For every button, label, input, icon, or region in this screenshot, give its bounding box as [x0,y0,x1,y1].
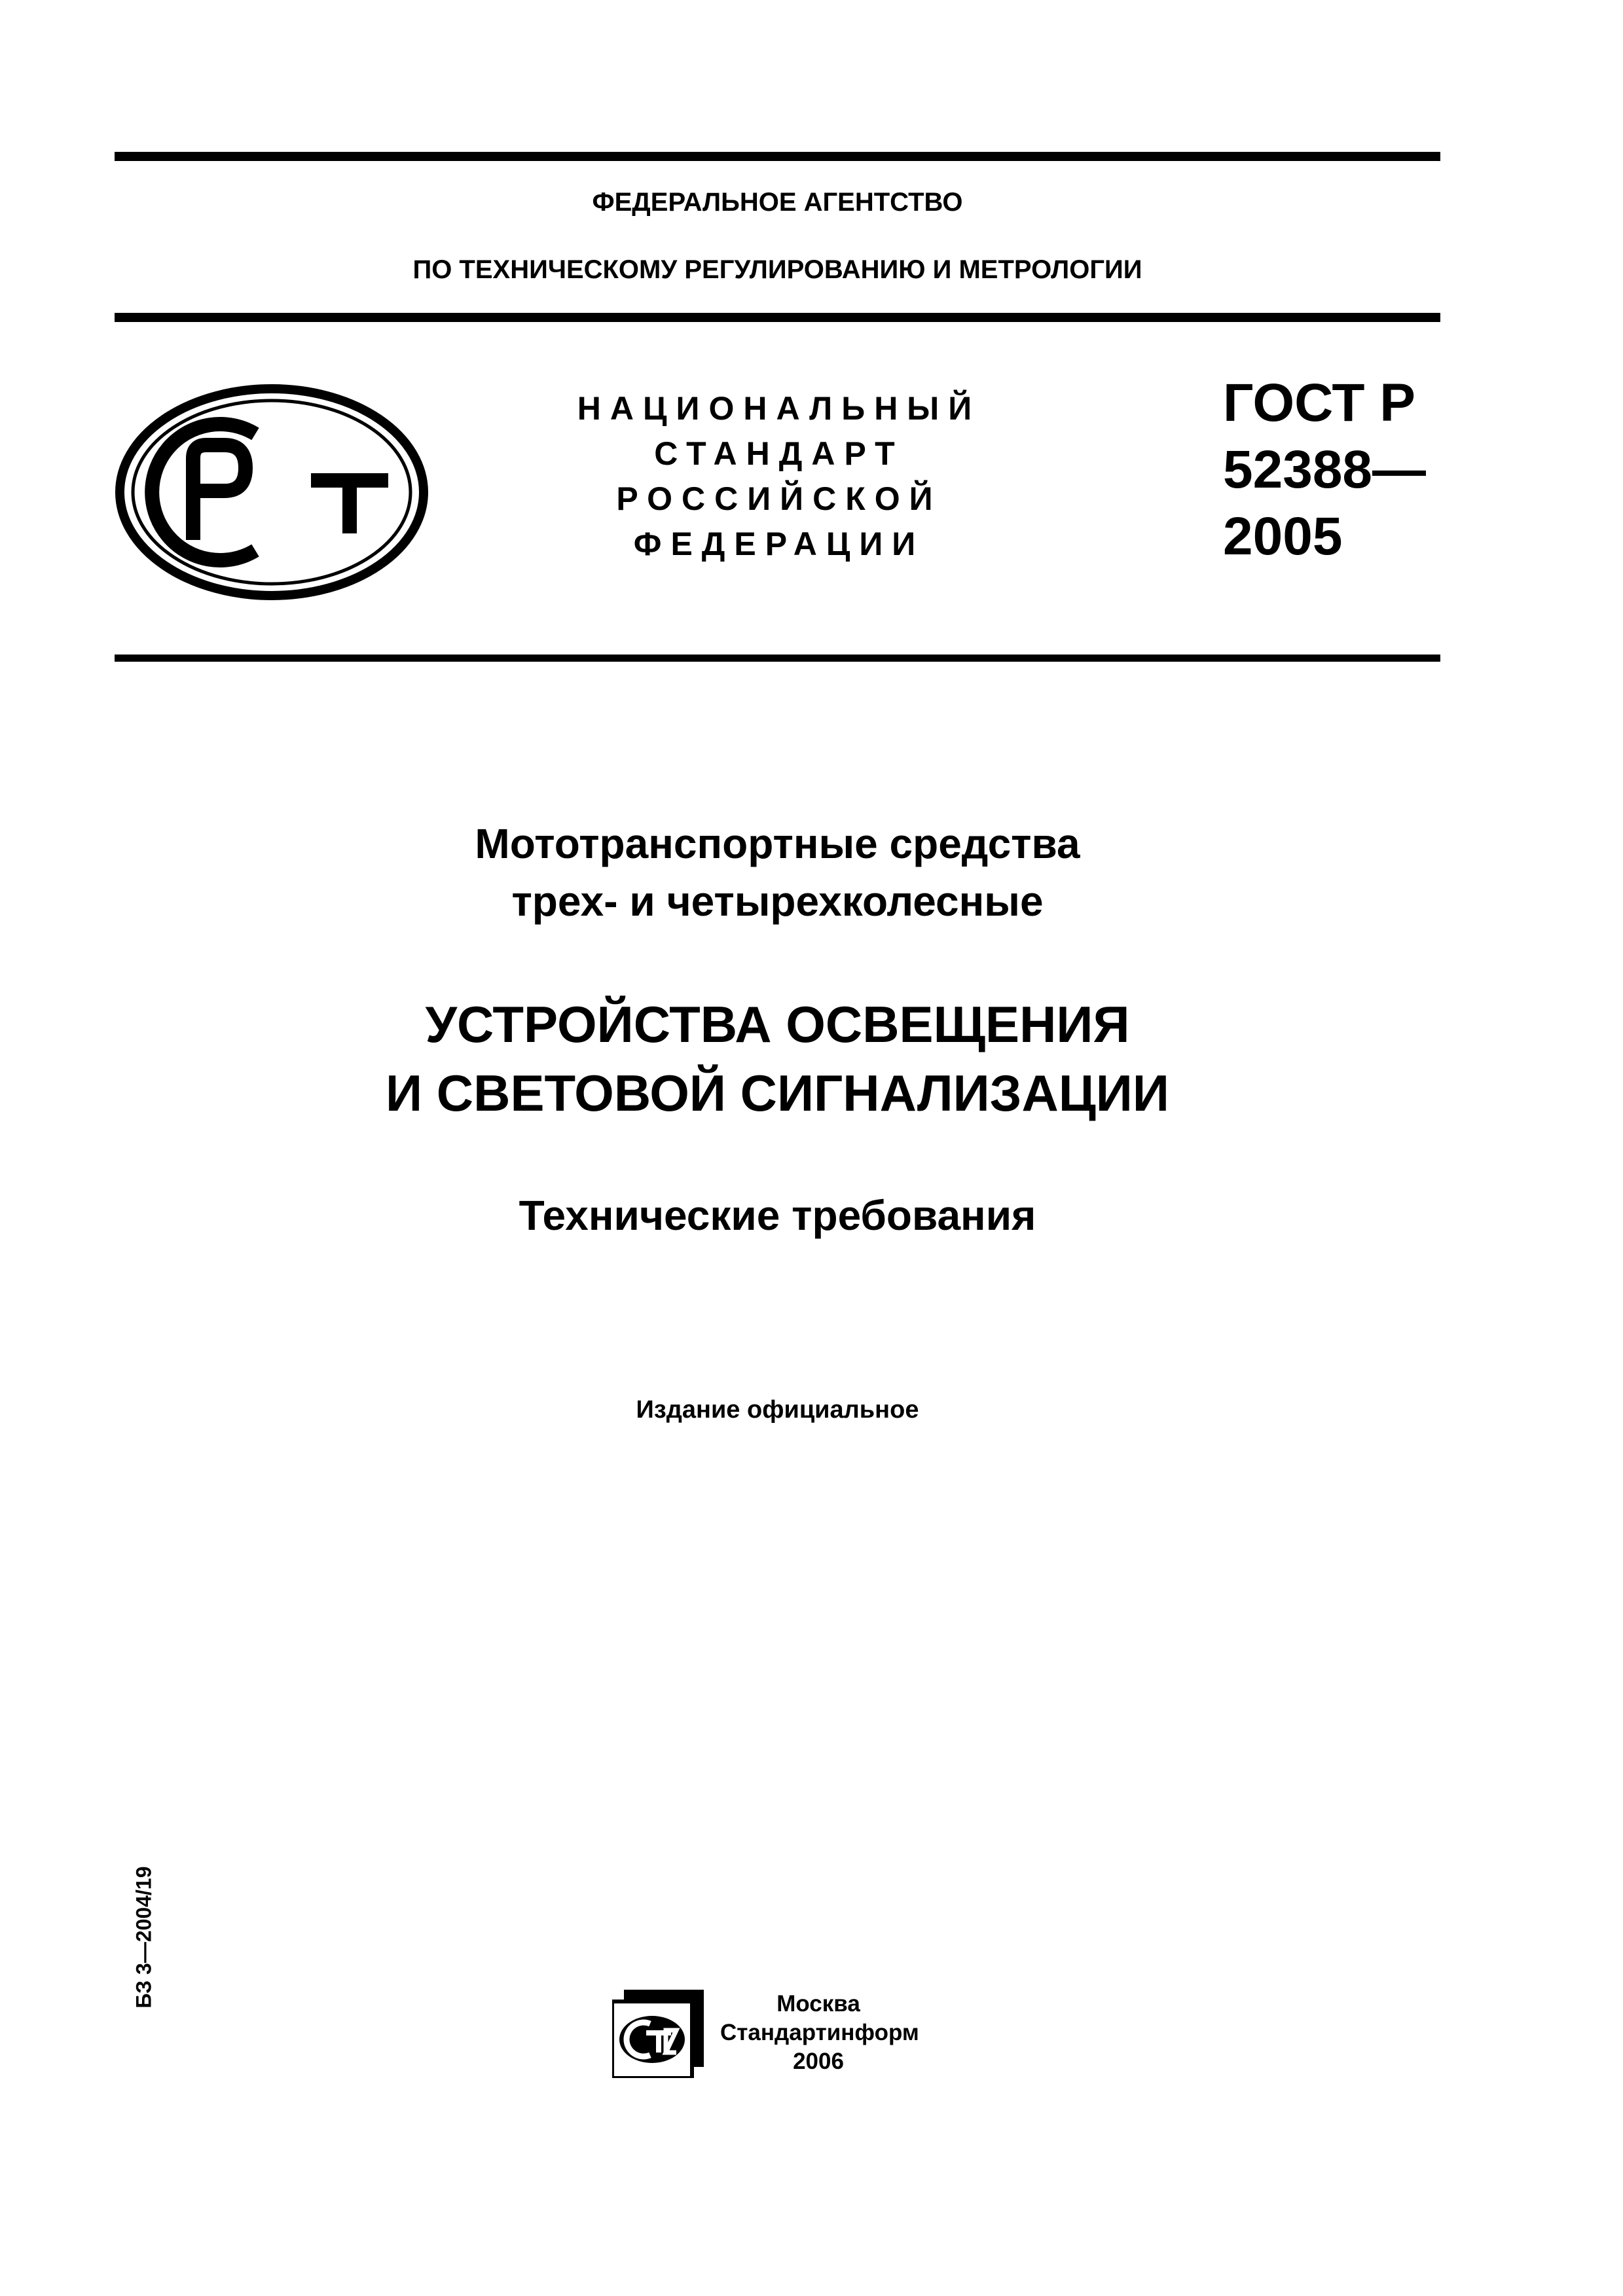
designation-line: ГОСТ Р [1223,373,1415,433]
main-title-line1: УСТРОЙСТВА ОСВЕЩЕНИЯ [425,996,1130,1053]
designation-line: 2005 [1223,507,1343,566]
main-title-line2: И СВЕТОВОЙ СИГНАЛИЗАЦИИ [386,1064,1169,1122]
publisher-name: Стандартинформ [720,2020,919,2045]
rst-certification-logo-icon [115,383,429,602]
requirements-subtitle: Технические требования [519,1192,1036,1239]
national-standard-line: НАЦИОНАЛЬНЫЙ [577,390,981,427]
top-rule [115,152,1440,161]
national-standard-line: ФЕДЕРАЦИИ [633,526,925,562]
publisher-city: Москва [776,1991,860,2017]
national-standard-line: РОССИЙСКОЙ [616,480,942,517]
national-standard-label [537,386,1021,567]
agency-name-line1: ФЕДЕРАЛЬНОЕ АГЕНТСТВО [592,188,963,217]
agency-name-line2: ПО ТЕХНИЧЕСКОМУ РЕГУЛИРОВАНИЮ И МЕТРОЛОГИИ [412,255,1142,284]
standard-block-bottom-rule [115,655,1440,662]
subject-line1: Мототранспортные средства [475,820,1080,867]
side-code: БЗ 3—2004/19 [132,1866,156,2009]
standard-designation [1223,370,1426,570]
publisher-block [720,1990,917,2076]
national-standard-line: СТАНДАРТ [654,435,904,472]
designation-line: 52388— [1223,440,1427,499]
standartinform-logo-icon [612,1990,704,2078]
publisher-year: 2006 [793,2049,844,2074]
edition-label: Издание официальное [636,1396,919,1424]
header-bottom-rule [115,313,1440,322]
subject-line2: трех- и четырехколесные [511,878,1044,925]
